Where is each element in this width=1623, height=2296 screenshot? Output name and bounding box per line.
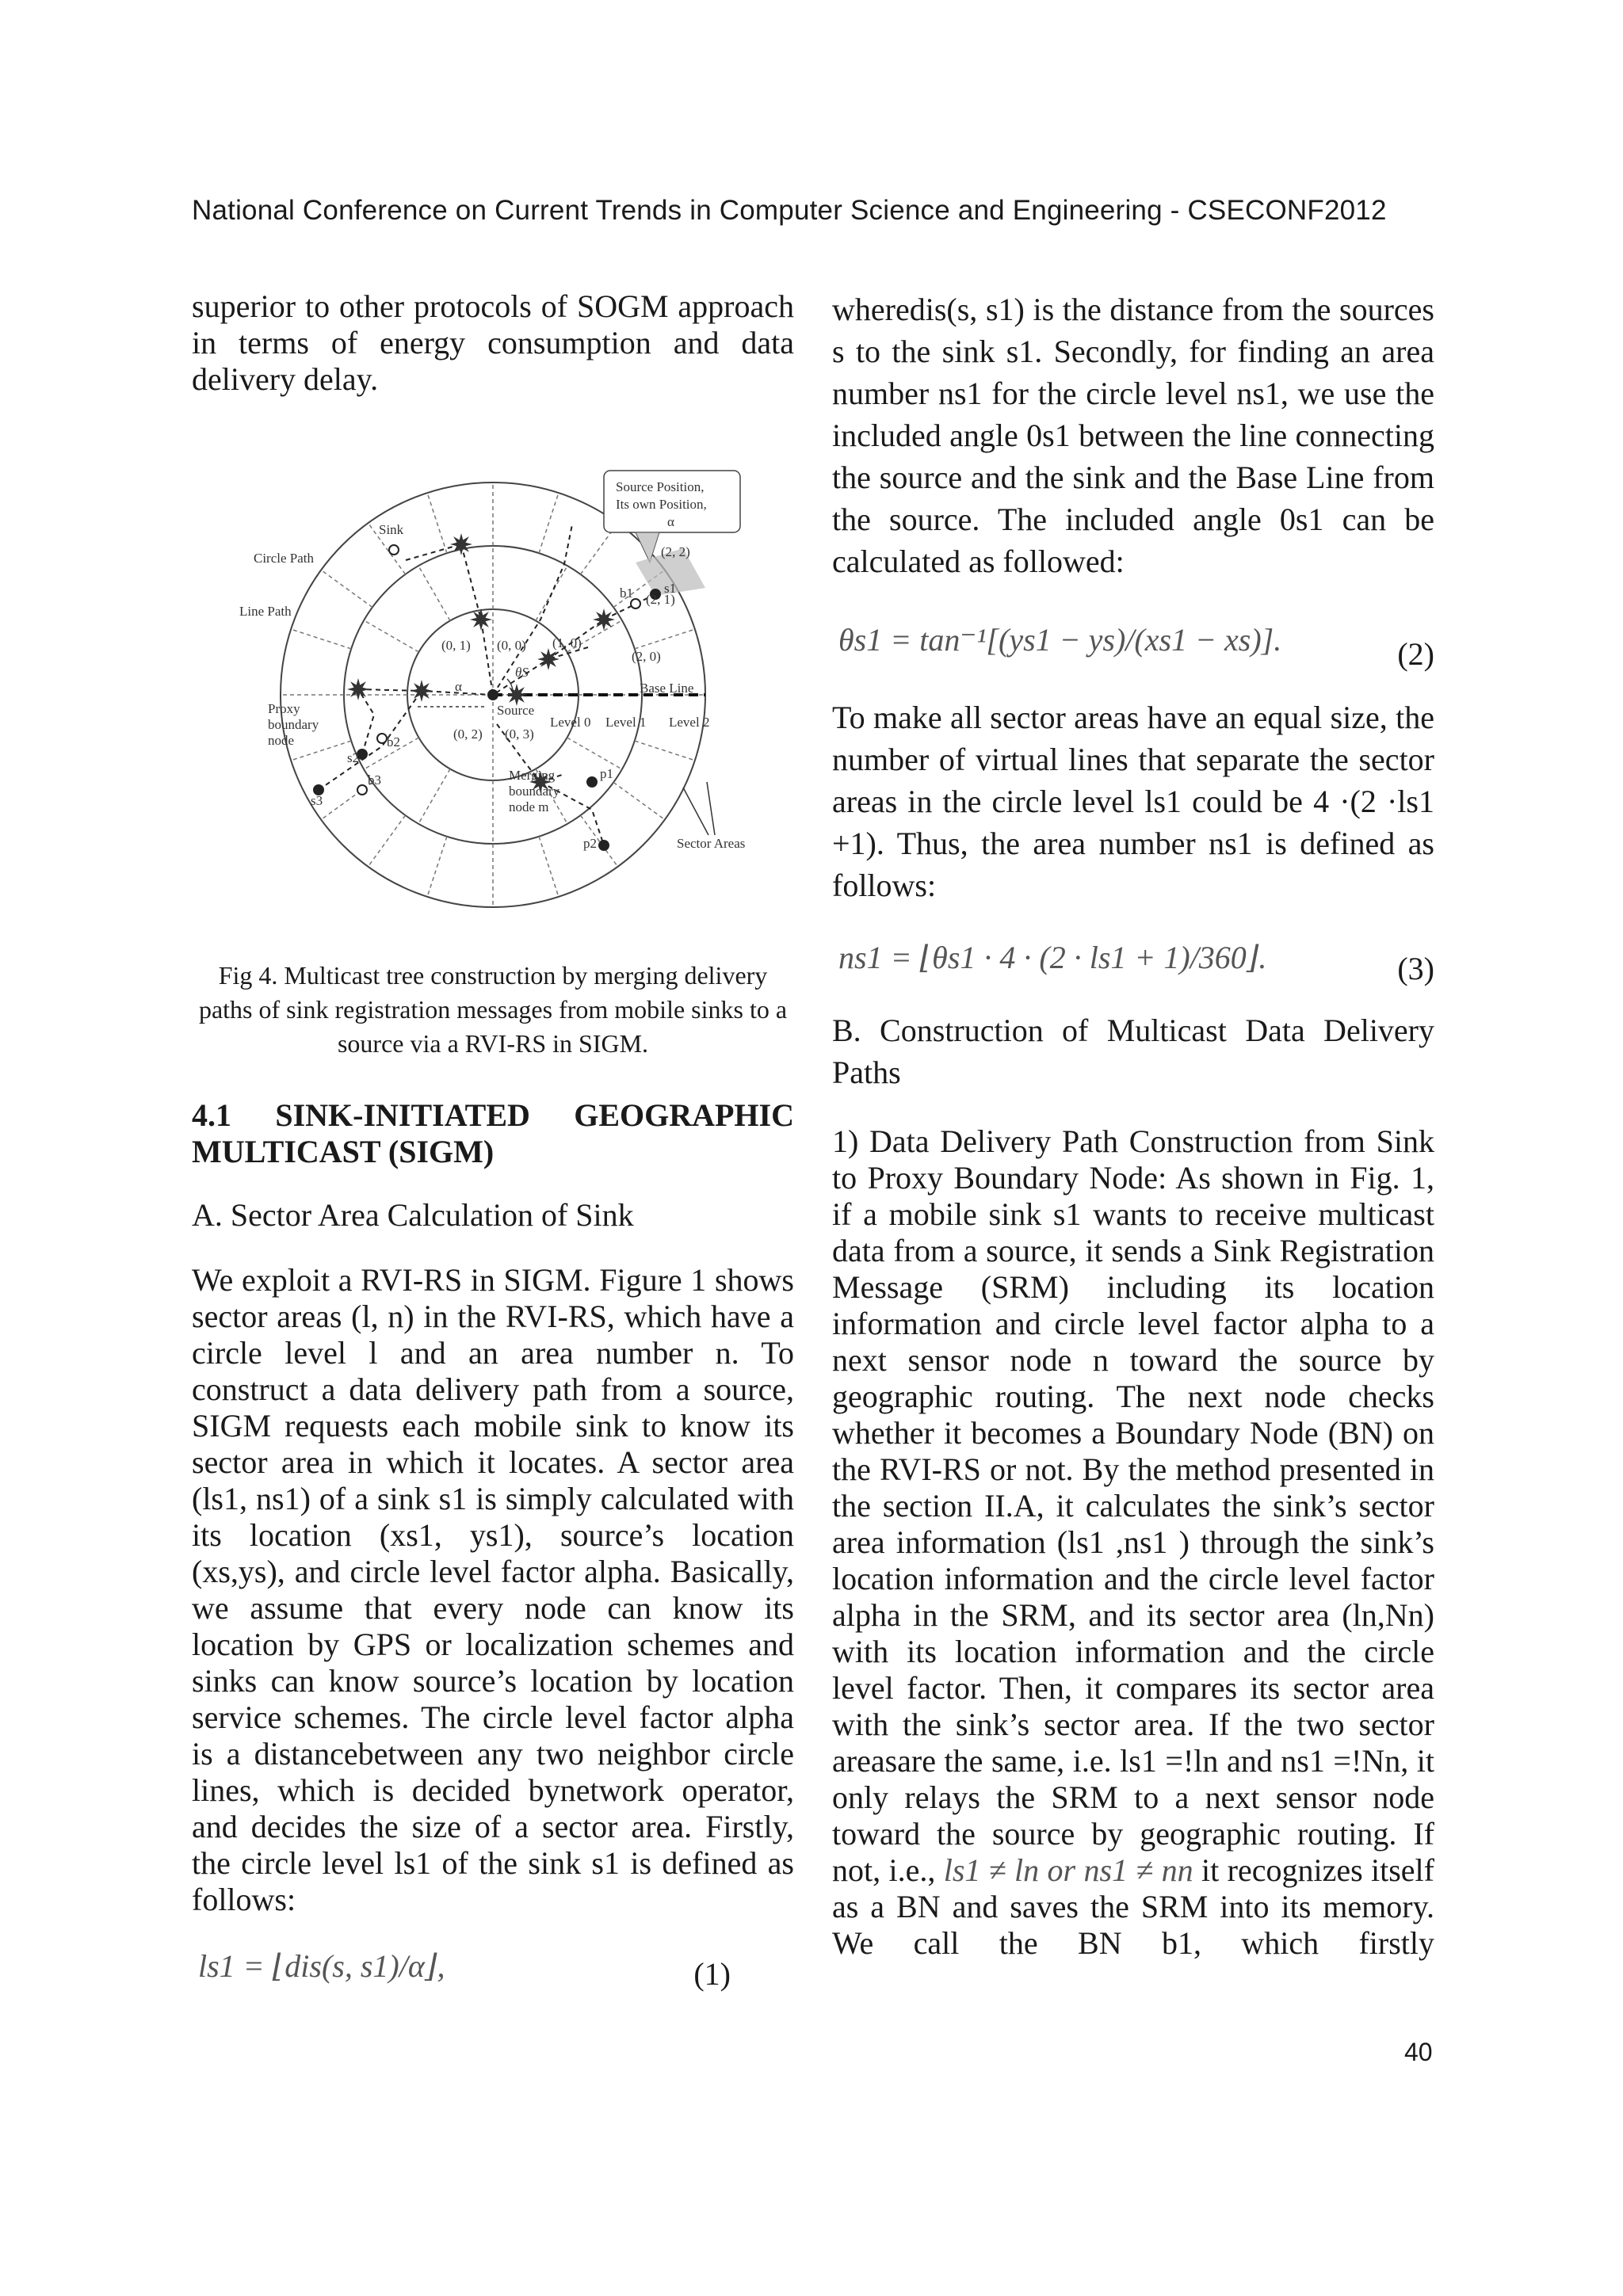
label-alpha: α xyxy=(455,679,462,694)
equation-2 xyxy=(832,620,1434,672)
source-node xyxy=(487,689,498,700)
sector-line xyxy=(635,629,695,649)
sector-line xyxy=(567,738,622,769)
sector-line xyxy=(539,837,559,897)
sector-line xyxy=(539,493,559,553)
label-line-path: Line Path xyxy=(239,604,292,619)
para-path-construction-end: it recognizes itself as a BN and saves the SRM into its memory. We call the BN b1, which firstly xyxy=(832,1852,1434,1961)
equation-1-number: (1) xyxy=(693,1956,731,1992)
label-a21: (2, 1) xyxy=(646,592,675,607)
label-theta: θS xyxy=(515,665,529,680)
label-a00: (0, 0) xyxy=(497,638,526,653)
para-sector-size: To make all sector areas have an equal size, the number of virtual lines that separate the sector areas in the circle level ls1 could be 4 ·(2 ·ls1 +1). Thus, the area number ns1 is defined as follows: xyxy=(832,700,1434,903)
label-circle-path: Circle Path xyxy=(254,551,315,566)
running-header: National Conference on Current Trends in Computer Science and Engineering - CSECONF2012 xyxy=(192,195,1387,226)
label-source: Source xyxy=(497,703,535,718)
subheading-b: B. Construction of Multicast Data Delivery Paths xyxy=(832,1013,1434,1090)
rvi-rs-diagram xyxy=(192,461,794,913)
label-b3: b3 xyxy=(368,772,381,788)
sector-line xyxy=(613,783,665,820)
b2-node xyxy=(377,734,387,743)
label-a10: (1, 0) xyxy=(552,635,582,650)
section-heading xyxy=(192,1097,794,1170)
figure-caption: Fig 4. Multicast tree construction by merging delivery paths of sink registration messages from mobile sinks to a source via a RVI-RS in SIGM. xyxy=(198,961,788,1058)
sector-line xyxy=(427,837,447,897)
label-merging3: node m xyxy=(509,799,549,814)
label-level2: Level 2 xyxy=(669,715,710,730)
sector-line xyxy=(418,566,450,620)
p1-node xyxy=(586,776,598,788)
sector-line xyxy=(368,815,405,867)
burst-top xyxy=(470,608,492,631)
label-a02: (0, 2) xyxy=(453,727,483,742)
sink-node xyxy=(389,545,399,555)
label-base-line: Base Line xyxy=(640,681,694,696)
label-merging2: boundary xyxy=(509,784,560,799)
para-path-construction-text: 1) Data Delivery Path Construction from Sink to Proxy Boundary Node: As shown in Fig. 1, if a mobile sink s1 wants to receive multicast data from a source, it sends a Sink Registration Message (SRM) including its location information and circle level factor alpha to a next sensor node n toward the source by geographic routing. The next node checks whether it becomes a Boundary Node (BN) on the RVI-RS or not. By the method presented in the section II.A, it calculates the sink’s sector area information (ls1 ,ns1 ) through the sink’s location information and the circle level factor alpha in the SRM, and its sector area (ln,Nn) with its location information and the circle level factor. Then, it compares its sector area with the sink’s sector area. If the two sector areasare the same, i.e. ls1 =!ln and ns1 =!Nn, it only relays the SRM to a next sensor node toward the source by geographic routing. If not, i.e., xyxy=(832,1123,1434,1888)
label-b1: b1 xyxy=(620,585,633,601)
label-a22: (2, 2) xyxy=(661,544,690,559)
left-column xyxy=(192,288,794,1994)
label-proxy2: boundary xyxy=(268,717,319,732)
sector-pointer-a xyxy=(683,788,708,835)
label-a03: (0, 3) xyxy=(505,727,534,742)
label-a20: (2, 0) xyxy=(632,649,661,664)
equation-2-formula: θs1 = tan⁻¹[(ys1 − ys)/(xs1 − xs)]. xyxy=(838,622,1282,658)
proxy-burst-inner xyxy=(411,680,433,702)
equation-1-formula: ls1 = ⌊dis(s, s1)/α⌋, xyxy=(198,1948,445,1984)
equation-2-number: (2) xyxy=(1397,636,1434,672)
label-p1: p1 xyxy=(600,766,613,781)
label-proxy: Proxy xyxy=(268,701,300,716)
nodes xyxy=(313,545,661,851)
page-number: 40 xyxy=(1404,2038,1433,2066)
sector-pointer-b xyxy=(707,782,715,835)
label-level1: Level 1 xyxy=(605,715,647,730)
label-p2: p2 xyxy=(583,836,597,851)
para-distance: wheredis(s, s1) is the distance from the sources s to the sink s1. Secondly, for finding an area number ns1 for the circle level ns1, we use the included angle 0s1 between the line connecting the source and the sink and the Base Line from the source. The included angle 0s1 can be calculated as followed: xyxy=(832,292,1434,579)
path-s2 xyxy=(358,689,374,754)
label-s2: s2 xyxy=(347,750,360,765)
sector-line xyxy=(364,620,418,652)
inline-math: ls1 ≠ ln or ns1 ≠ nn xyxy=(943,1852,1193,1888)
burst-top-left xyxy=(450,533,472,555)
callout-line3: α xyxy=(667,514,674,529)
equation-3-number: (3) xyxy=(1397,951,1434,986)
intro-paragraph: superior to other protocols of SOGM approach in terms of energy consumption and data delivery delay. xyxy=(192,288,794,397)
equation-1 xyxy=(192,1947,794,1994)
burst-right-outer xyxy=(593,608,615,631)
callout-line1: Source Position, xyxy=(616,479,705,494)
label-sink: Sink xyxy=(379,522,404,537)
callout-line2: Its own Position, xyxy=(616,497,707,512)
figure-4 xyxy=(192,461,794,913)
label-s1: s1 xyxy=(664,581,677,596)
merge-bursts xyxy=(347,533,615,793)
subheading-a: A. Sector Area Calculation of Sink xyxy=(192,1197,634,1233)
para-sector-calc: We exploit a RVI-RS in SIGM. Figure 1 shows sector areas (l, n) in the RVI-RS, which have a circle level l and an area number n. To construct a data delivery path from a source, SIGM requests each mobile sink to know its sector area in which it locates. A sector area (ls1, ns1) of a sink s1 is simply calculated with its location (xs1, ys1), source’s location (xs,ys), and circle level factor alpha. Basically, we assume that every node can know its location by GPS or localization schemes and sinks can know source’s location by location service schemes. The circle level factor alpha is a distancebetween any two neighbor circle lines, which is decided bynetwork operator, and decides the size of a sector area. Firstly, the circle level ls1 of the sink s1 is defined as follows: xyxy=(192,1262,794,1917)
label-proxy3: node xyxy=(268,733,295,748)
p2-node xyxy=(598,840,609,851)
sector-line xyxy=(427,493,447,553)
delivery-paths xyxy=(319,524,655,845)
right-column xyxy=(832,288,1434,1962)
b3-node xyxy=(357,785,367,795)
sector-line xyxy=(321,570,372,607)
label-s3: s3 xyxy=(311,793,323,808)
label-sector-areas: Sector Areas xyxy=(677,836,746,851)
proxy-burst-outer xyxy=(347,678,369,700)
sector-line xyxy=(418,769,450,824)
section-heading-text: 4.1 SINK-INITIATED GEOGRAPHIC MULTICAST (SIGM) xyxy=(192,1097,794,1169)
para-path-construction xyxy=(832,1123,1434,1962)
label-b2: b2 xyxy=(387,734,400,749)
sector-line xyxy=(291,741,351,761)
equation-3-formula: ns1 = ⌊θs1 · 4 · (2 · ls1 + 1)/360⌋. xyxy=(838,940,1267,975)
label-level0: Level 0 xyxy=(550,715,591,730)
equation-3 xyxy=(832,938,1434,986)
label-merging: Merging xyxy=(509,768,556,783)
sector-line xyxy=(291,629,351,649)
theta-arc xyxy=(507,679,513,695)
burst-right-inner xyxy=(537,648,559,670)
sector-line xyxy=(635,741,695,761)
label-a01: (0, 1) xyxy=(441,638,471,653)
